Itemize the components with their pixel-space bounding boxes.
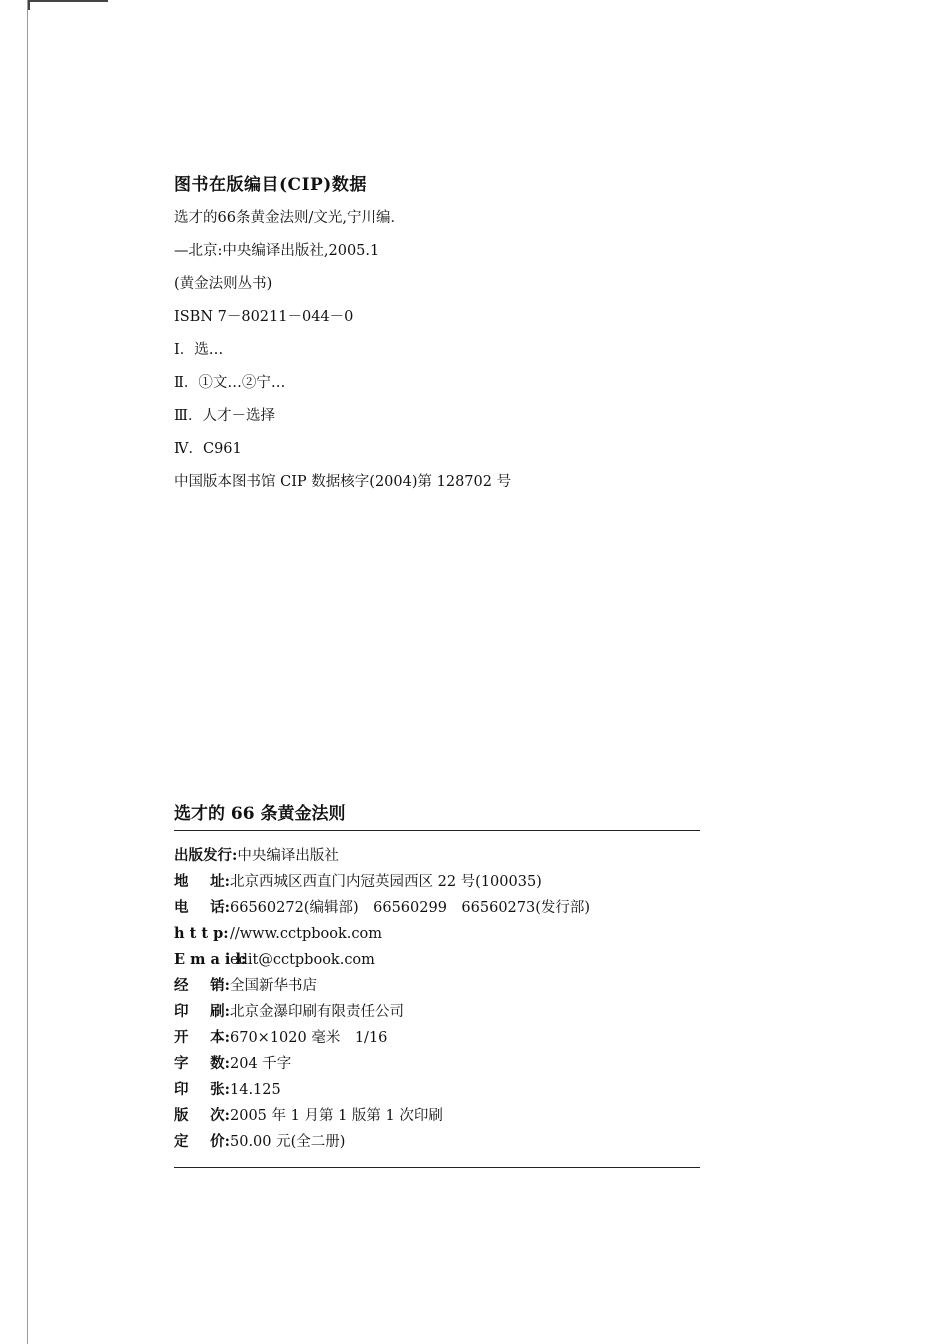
sheets-value: 14.125 (230, 1082, 281, 1098)
bottom-rule (174, 1167, 700, 1168)
phone-value: 66560272(编辑部) 66560299 66560273(发行部) (230, 900, 591, 916)
cip-line: (黄金法则丛书) (174, 276, 273, 292)
phone-row (174, 897, 700, 923)
wordcount-value: 204 千字 (230, 1056, 292, 1072)
cip-line: Ⅱ．①文…②宁… (174, 375, 286, 391)
publisher-row (174, 845, 700, 871)
cip-line: —北京:中央编译出版社,2005.1 (174, 243, 380, 259)
printer-row (174, 1001, 700, 1027)
format-label-a: 开 (174, 1029, 189, 1046)
page-edge-line (27, 0, 28, 1344)
distribution-row (174, 975, 700, 1001)
cip-line: Ⅰ．选… (174, 342, 224, 358)
edition-label-b: 次: (210, 1107, 230, 1124)
address-row (174, 871, 700, 897)
phone-label-a: 电 (174, 899, 189, 916)
printer-label-a: 印 (174, 1003, 189, 1020)
email-value[interactable]: edit@cctpbook.com (230, 952, 375, 968)
top-rule (174, 830, 700, 831)
scan-corner-mark (28, 0, 108, 8)
distribution-label-a: 经 (174, 977, 189, 994)
sheets-label-a: 印 (174, 1081, 189, 1098)
colophon-block (174, 800, 700, 1168)
address-value: 北京西城区西直门内冠英园西区 22 号(100035) (230, 874, 542, 890)
email-row (174, 949, 700, 975)
http-row (174, 923, 700, 949)
http-label: h t t p: (174, 925, 229, 942)
http-value[interactable]: //www.cctpbook.com (230, 926, 382, 942)
cip-title: 图书在版编目(CIP)数据 (174, 175, 367, 195)
price-value: 50.00 元(全二册) (230, 1134, 346, 1150)
scan-corner-tick (28, 0, 30, 10)
cip-line: 中国版本图书馆 CIP 数据核字(2004)第 128702 号 (174, 474, 512, 490)
edition-row (174, 1105, 700, 1131)
wordcount-label-a: 字 (174, 1055, 189, 1072)
distribution-value: 全国新华书店 (230, 978, 317, 994)
sheets-label-b: 张: (210, 1081, 230, 1098)
printer-label-b: 刷: (210, 1003, 230, 1020)
price-label-a: 定 (174, 1133, 189, 1150)
price-row (174, 1131, 700, 1157)
wordcount-label-b: 数: (210, 1055, 230, 1072)
address-label-b: 址: (210, 873, 230, 890)
edition-label-a: 版 (174, 1107, 189, 1124)
book-title: 选才的 66 条黄金法则 (174, 804, 346, 824)
publisher-value: 中央编译出版社 (237, 848, 339, 864)
cip-block (174, 172, 734, 505)
edition-value: 2005 年 1 月第 1 版第 1 次印刷 (230, 1108, 443, 1124)
cip-line: Ⅲ．人才－选择 (174, 408, 275, 424)
price-label-b: 价: (210, 1133, 230, 1150)
distribution-label-b: 销: (210, 977, 230, 994)
email-label: E m a i l: (174, 951, 247, 968)
publisher-label: 出版发行: (174, 847, 238, 864)
phone-label-b: 话: (210, 899, 230, 916)
cip-line: Ⅳ．C961 (174, 441, 242, 457)
sheets-row (174, 1079, 700, 1105)
format-row (174, 1027, 700, 1053)
printer-value: 北京金瀑印刷有限责任公司 (230, 1004, 404, 1020)
address-label-a: 地 (174, 873, 189, 890)
format-value: 670×1020 毫米 1/16 (230, 1030, 388, 1046)
wordcount-row (174, 1053, 700, 1079)
cip-line: 选才的66条黄金法则/文光,宁川编． (174, 210, 405, 226)
cip-line: ISBN 7－80211－044－0 (174, 309, 354, 325)
format-label-b: 本: (210, 1029, 230, 1046)
